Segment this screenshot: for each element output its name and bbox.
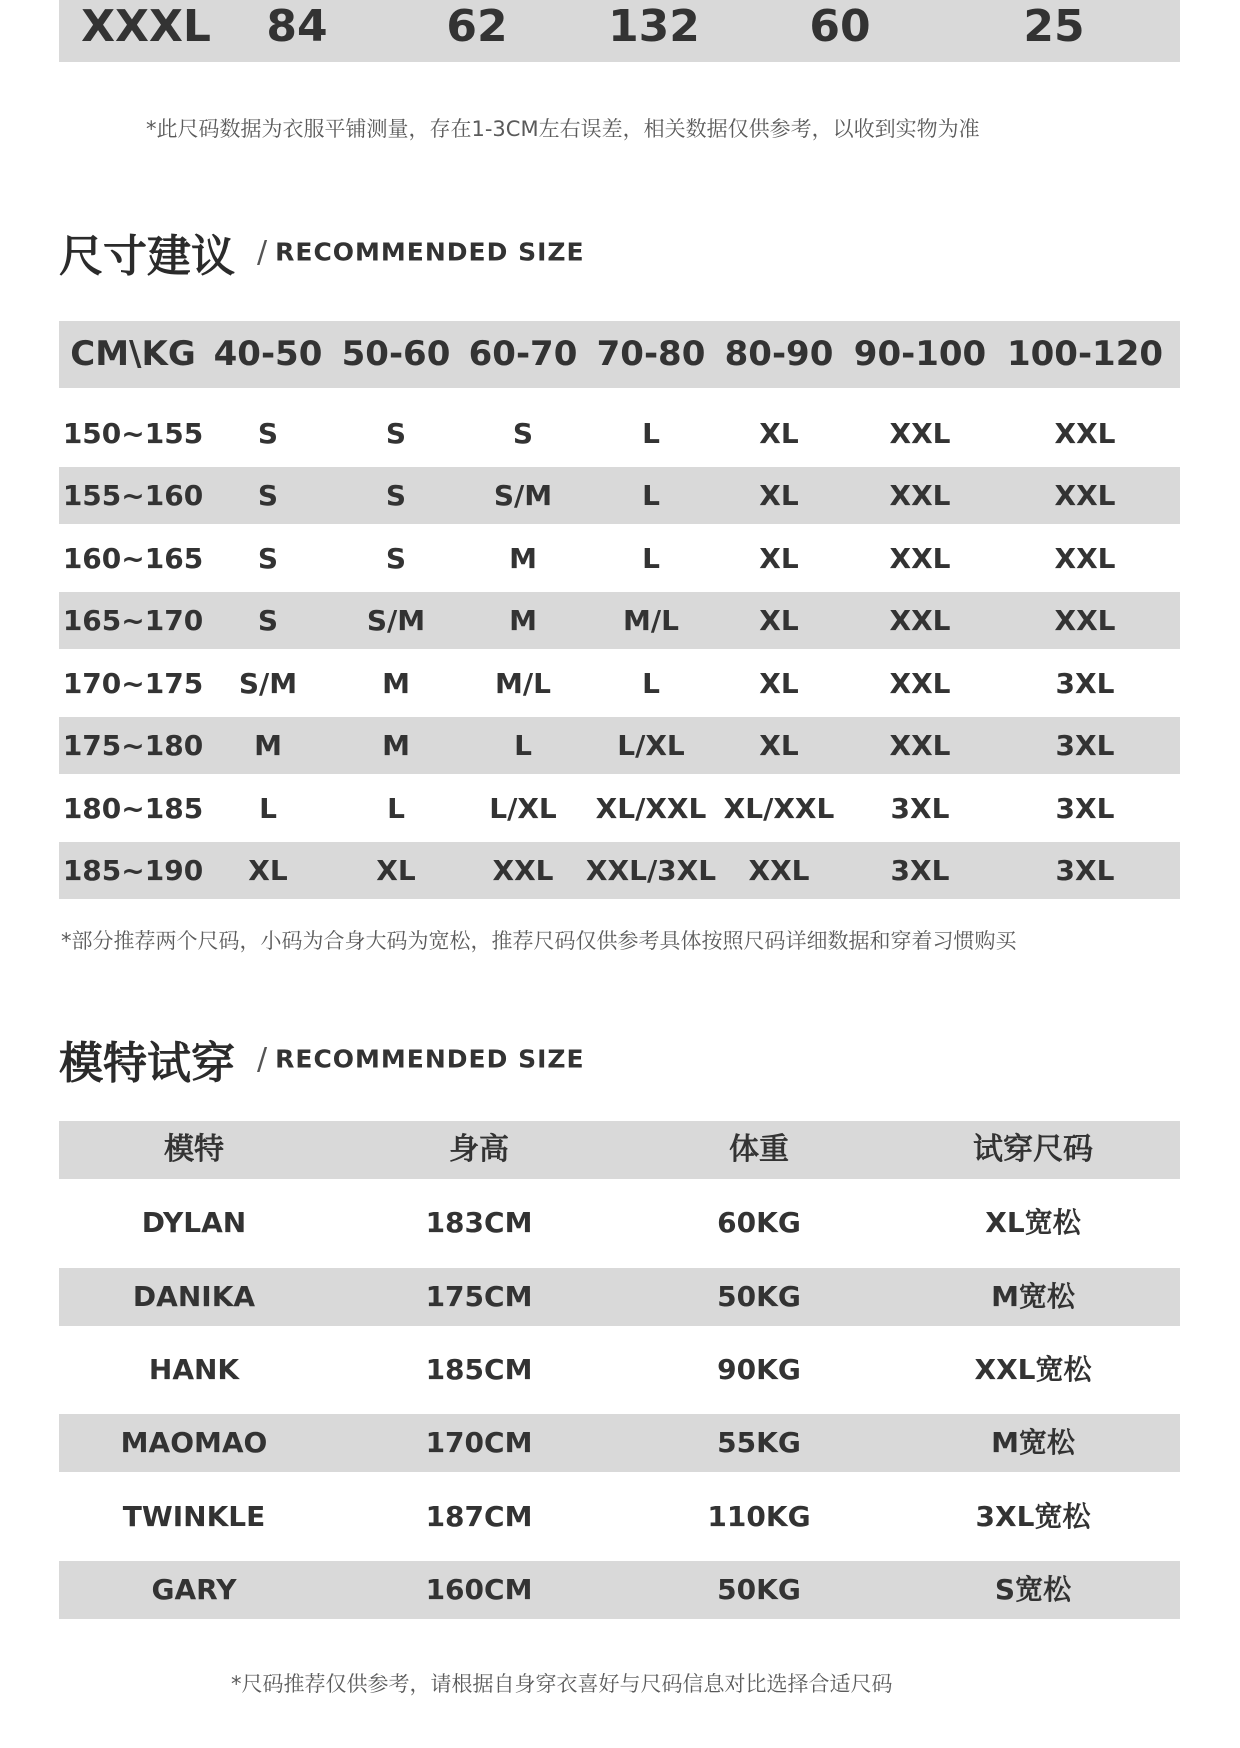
height-range-cell: 155~160 <box>62 479 204 512</box>
size-cell: XXL <box>748 854 810 887</box>
model-table-row <box>59 1414 1180 1472</box>
rec-table-row <box>59 530 1180 587</box>
rec-header-cell: 90-100 <box>853 334 987 374</box>
model-header-cell: 体重 <box>729 1132 789 1167</box>
model-header-cell: 试穿尺码 <box>973 1132 1093 1167</box>
size-cell: M <box>382 729 410 762</box>
height-range-cell: 185~190 <box>62 854 204 887</box>
size-cell: L/XL <box>489 792 557 825</box>
model-cell: 185CM <box>425 1353 533 1386</box>
size-cell: M <box>509 542 537 575</box>
model-cell: 170CM <box>425 1426 533 1459</box>
size-cell: 3XL <box>890 792 950 825</box>
size-cell: 3XL <box>1055 729 1115 762</box>
size-cell: S <box>512 417 534 450</box>
size-cell: M <box>509 604 537 637</box>
model-table-row <box>59 1488 1180 1546</box>
model-cell: 160CM <box>425 1573 533 1606</box>
height-range-cell: 170~175 <box>62 667 204 700</box>
size-cell: 25 <box>1023 1 1085 52</box>
size-cell: 3XL <box>1055 667 1115 700</box>
height-range-cell: 175~180 <box>62 729 204 762</box>
rec-table-row <box>59 780 1180 837</box>
size-cell: XXL <box>1054 417 1116 450</box>
section-title-model <box>59 1027 585 1087</box>
size-cell: XXL <box>1054 604 1116 637</box>
size-cell: 3XL <box>890 854 950 887</box>
recommendation-note: *部分推荐两个尺码，小码为合身大码为宽松，推荐尺码仅供参考具体按照尺码详细数据和穿着习惯购买 <box>61 929 1017 953</box>
size-cell: L <box>642 542 660 575</box>
size-cell: S <box>385 417 407 450</box>
size-cell: M <box>382 667 410 700</box>
size-cell: XXL <box>889 604 951 637</box>
size-cell: XXL <box>889 667 951 700</box>
rec-table-header <box>59 321 1180 388</box>
size-cell: S <box>257 604 279 637</box>
size-cell: XXL <box>889 417 951 450</box>
size-cell: 132 <box>608 1 700 52</box>
rec-table-row <box>59 717 1180 774</box>
size-cell: L <box>387 792 405 825</box>
size-cell: XXL <box>889 479 951 512</box>
size-cell: S <box>385 479 407 512</box>
section-title-recommended <box>59 220 585 280</box>
model-table-row <box>59 1561 1180 1619</box>
size-cell: L <box>642 417 660 450</box>
model-header-cell: 模特 <box>164 1132 224 1167</box>
size-cell: XXL <box>889 729 951 762</box>
model-cell: TWINKLE <box>122 1500 266 1533</box>
rec-header-cell: 80-90 <box>724 334 834 374</box>
rec-header-cell: CM\KG <box>70 334 196 374</box>
size-cell: XXL <box>889 542 951 575</box>
model-cell: 90KG <box>717 1353 801 1386</box>
size-cell: XXL <box>1054 542 1116 575</box>
size-cell: XL/XXL <box>723 792 835 825</box>
model-note: *尺码推荐仅供参考，请根据自身穿衣喜好与尺码信息对比选择合适尺码 <box>231 1672 893 1696</box>
size-cell: L <box>259 792 277 825</box>
size-cell: XXL <box>492 854 554 887</box>
model-cell: HANK <box>148 1353 240 1386</box>
model-cell: 50KG <box>717 1280 801 1313</box>
model-cell: XL宽松 <box>985 1206 1081 1239</box>
model-table-row <box>59 1341 1180 1399</box>
size-cell: S <box>257 542 279 575</box>
size-cell: M/L <box>623 604 679 637</box>
size-cell: M <box>254 729 282 762</box>
section-title-en: RECOMMENDED SIZE <box>275 1044 585 1074</box>
title-slash: / <box>257 1041 268 1077</box>
model-cell: 55KG <box>717 1426 801 1459</box>
rec-header-cell: 60-70 <box>468 334 578 374</box>
size-cell: 3XL <box>1055 854 1115 887</box>
size-cell: XL <box>248 854 288 887</box>
size-cell: S/M <box>238 667 298 700</box>
measurement-note: *此尺码数据为衣服平铺测量，存在1-3CM左右误差，相关数据仅供参考，以收到实物为准 <box>146 117 980 141</box>
model-cell: M宽松 <box>991 1426 1075 1459</box>
rec-table-row <box>59 592 1180 649</box>
model-cell: 175CM <box>425 1280 533 1313</box>
size-cell: L <box>642 667 660 700</box>
model-cell: 3XL宽松 <box>975 1500 1091 1533</box>
size-cell: XXXL <box>81 1 211 52</box>
model-cell: 110KG <box>707 1500 811 1533</box>
size-cell: XXL <box>1054 479 1116 512</box>
rec-header-cell: 50-60 <box>341 334 451 374</box>
model-header-cell: 身高 <box>449 1132 509 1167</box>
size-cell: XXL/3XL <box>585 854 717 887</box>
model-cell: GARY <box>151 1573 237 1606</box>
rec-header-cell: 70-80 <box>596 334 706 374</box>
size-cell: S/M <box>366 604 426 637</box>
size-cell: S <box>257 417 279 450</box>
size-cell: 60 <box>809 1 871 52</box>
size-cell: S/M <box>493 479 553 512</box>
size-cell: S <box>257 479 279 512</box>
size-cell: XL <box>759 542 799 575</box>
size-cell: S <box>385 542 407 575</box>
height-range-cell: 180~185 <box>62 792 204 825</box>
size-cell: L/XL <box>617 729 685 762</box>
model-cell: DYLAN <box>141 1206 247 1239</box>
size-cell: XL <box>759 667 799 700</box>
rec-header-cell: 100-120 <box>1006 334 1164 374</box>
model-cell: 183CM <box>425 1206 533 1239</box>
model-cell: 60KG <box>717 1206 801 1239</box>
size-cell: L <box>642 479 660 512</box>
section-title-cn: 模特试穿 <box>59 1038 235 1089</box>
section-title-en: RECOMMENDED SIZE <box>275 237 585 267</box>
model-cell: XXL宽松 <box>974 1353 1092 1386</box>
size-cell: 3XL <box>1055 792 1115 825</box>
size-cell: XL <box>376 854 416 887</box>
model-cell: 187CM <box>425 1500 533 1533</box>
height-range-cell: 160~165 <box>62 542 204 575</box>
height-range-cell: 150~155 <box>62 417 204 450</box>
model-cell: S宽松 <box>994 1573 1072 1606</box>
size-cell: 62 <box>446 1 508 52</box>
rec-table-row <box>59 655 1180 712</box>
title-slash: / <box>257 234 268 270</box>
size-cell: 84 <box>266 1 328 52</box>
size-cell: M/L <box>495 667 551 700</box>
height-range-cell: 165~170 <box>62 604 204 637</box>
model-table-row <box>59 1268 1180 1326</box>
rec-header-cell: 40-50 <box>213 334 323 374</box>
rec-table-row <box>59 467 1180 524</box>
size-cell: XL <box>759 729 799 762</box>
model-cell: MAOMAO <box>120 1426 268 1459</box>
model-cell: M宽松 <box>991 1280 1075 1313</box>
section-title-cn: 尺寸建议 <box>59 231 235 282</box>
model-cell: 50KG <box>717 1573 801 1606</box>
size-cell: XL <box>759 417 799 450</box>
model-cell: DANIKA <box>132 1280 256 1313</box>
rec-table-row <box>59 405 1180 462</box>
size-cell: L <box>514 729 532 762</box>
size-cell: XL/XXL <box>595 792 707 825</box>
model-table-row <box>59 1194 1180 1252</box>
model-table-header <box>59 1121 1180 1179</box>
size-table-last-row <box>59 0 1180 62</box>
rec-table-row <box>59 842 1180 899</box>
size-cell: XL <box>759 604 799 637</box>
size-cell: XL <box>759 479 799 512</box>
